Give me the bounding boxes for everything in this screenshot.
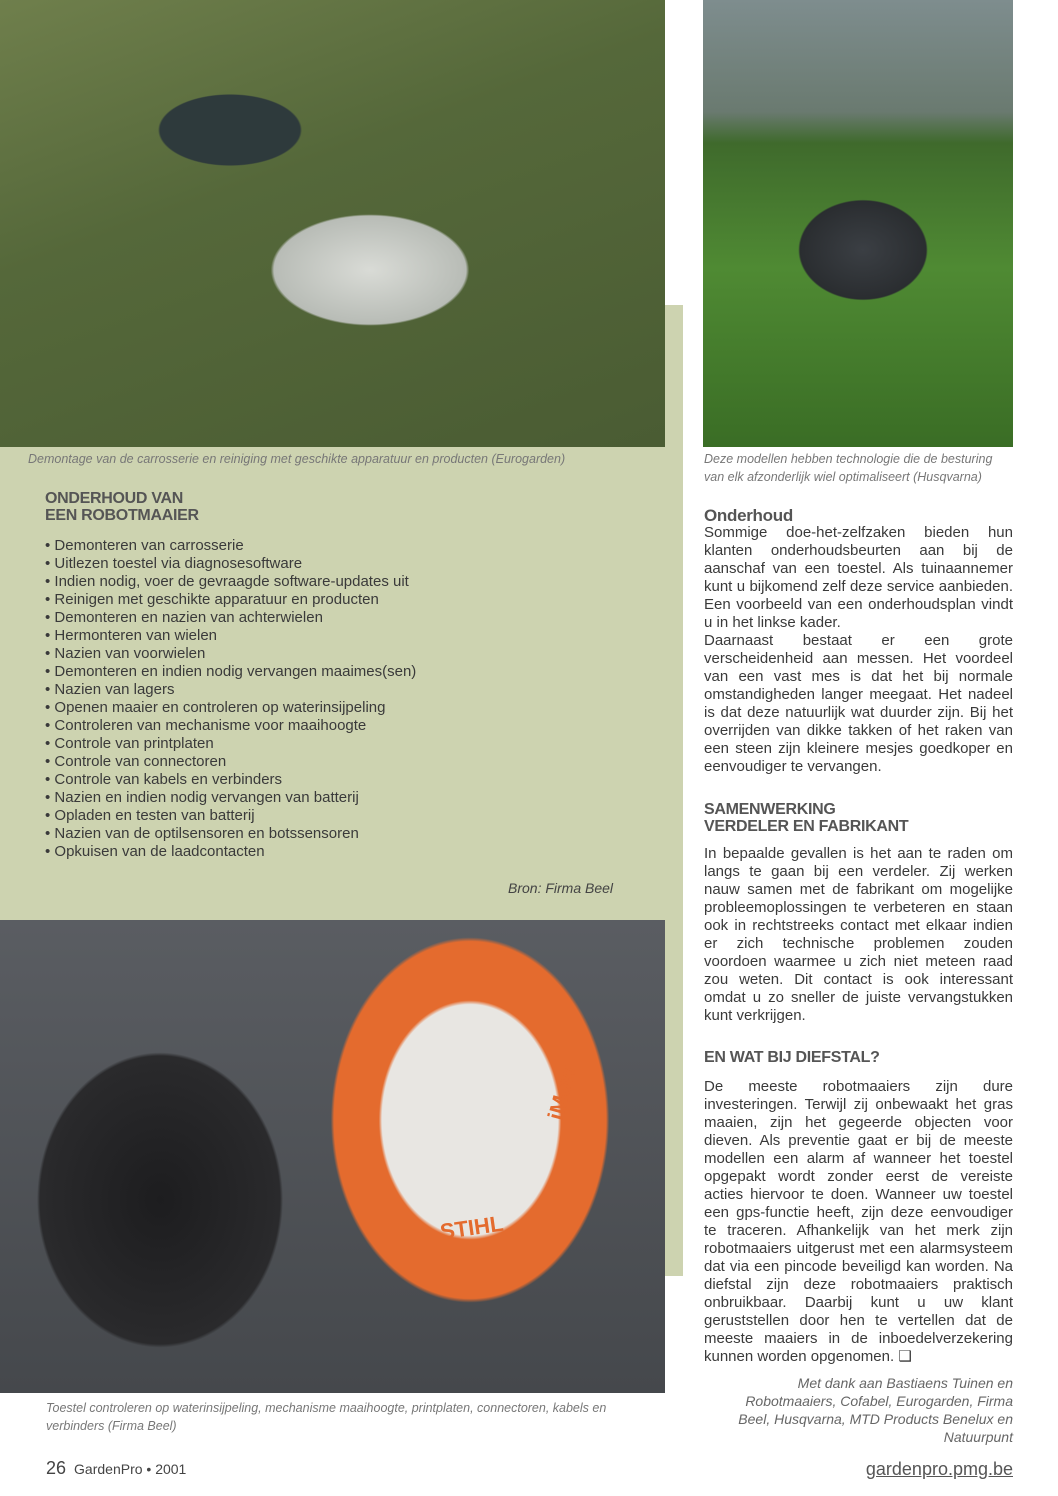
paragraph: Daarnaast bestaat er een grote verscheidenheid aan messen. Het voordeel van een vast mes is dat het bij normale omstandigheden langer meegaat. Het nadeel is dat deze natuurlijk wat duurder zijn. Bij het overrijden van dikke takken of het raken van een steen zijn kleinere mesjes goedkoper en eenvoudiger te vervangen. [704, 632, 1013, 775]
box-source: Bron: Firma Beel [508, 880, 614, 896]
acknowledgements: Met dank aan Bastiaens Tuinen en Robotmaaiers, Cofabel, Eurogarden, Firma Beel, Husqvarna, MTD Products Benelux en Natuurpunt [738, 1375, 1013, 1445]
paragraph-text: De meeste robotmaaiers zijn dure investeringen. Terwijl zij onbewaakt het gras maaien, zijn het gegeerde objecten voor dieven. Als preventie gaat er bij de meeste modellen een alarm af wanneer het toestel opgepakt wordt zonder eerst de vereiste acties hiervoor te doen. Wanneer uw toestel een gps-functie heeft, zijn deze eenvoudiger te traceren. Afhankelijk van het merk zijn robotmaaiers uitgerust met een alarmsysteem dat via een pincode beveiligd kan worden. Na diefstal zijn deze robotmaaiers praktisch onbruikbaar. Daarbij kunt u uw klant geruststellen door hen te vertellen dat de meeste maaiers in de inboedelverzekering kunnen worden opgenomen. [704, 1078, 1013, 1365]
photo-stihl-mower-disassembled [0, 920, 665, 1393]
checklist-item: • Demonteren en nazien van achterwielen [45, 609, 416, 627]
checklist-item: • Reinigen met geschikte apparatuur en producten [45, 591, 416, 609]
checklist-item: • Controle van connectoren [45, 753, 416, 771]
checklist-item: • Indien nodig, voer de gevraagde software-updates uit [45, 573, 416, 591]
title-line: VERDELER EN FABRIKANT [704, 818, 909, 835]
checklist-item: • Opkuisen van de laadcontacten [45, 843, 416, 861]
checklist-item: • Nazien en indien nodig vervangen van batterij [45, 789, 416, 807]
website-link[interactable]: gardenpro.pmg.be [865, 1459, 1013, 1479]
photo-husqvarna-mower [703, 0, 1013, 447]
stihl-logo: STIHL [438, 1210, 505, 1245]
caption-top-left: Demontage van de carrosserie en reiniging met geschikte apparatuur en producten (Eurogarden) [28, 452, 566, 466]
box-title-line1: ONDERHOUD VAN [45, 490, 184, 507]
publication-name: GardenPro • 2001 [74, 1461, 187, 1477]
checklist-item: • Uitlezen toestel via diagnosesoftware [45, 555, 416, 573]
section-title-samenwerking [704, 801, 1013, 835]
article-column [704, 507, 1013, 1366]
section-title-onderhoud: Onderhoud [704, 506, 793, 525]
photo-cleaning-robot-mower [0, 0, 665, 447]
caption-top-right: Deze modellen hebben technologie die de besturing van elk afzonderlijk wiel optimaliseert (Husqvarna) [704, 452, 993, 484]
page-number: 26 [46, 1458, 67, 1478]
caption-bottom-left: Toestel controleren op waterinsijpeling, mechanisme maaihoogte, printplaten, connectoren, kabels en verbinders (Firma Beel) [46, 1401, 607, 1433]
box-title [45, 490, 199, 524]
checklist-item: • Controle van printplaten [45, 735, 416, 753]
paragraph: In bepaalde gevallen is het aan te raden om langs te gaan bij een verdeler. Zij werken nauw samen met de fabrikant om mogelijke probleemoplossingen te verbeteren en staan ook in rechtstreeks contact met elkaar indien er zich technische problemen zouden voordoen waarmee u zich niet meteen raad zou weten. Dit contact is ook interessant omdat u zo sneller de juiste vervangstukken kunt verkrijgen. [704, 845, 1013, 1024]
checklist-item: • Demonteren en indien nodig vervangen maaimes(sen) [45, 663, 416, 681]
imow-logo: iMow [542, 1063, 582, 1123]
checklist-item: • Opladen en testen van batterij [45, 807, 416, 825]
footer-left [46, 1458, 186, 1479]
paragraph: Sommige doe-het-zelfzaken bieden hun klanten onderhoudsbeurten aan bij de aanschaf van een toestel. Als tuinaannemer kunt u bijkomend zelf deze service aanbieden. Een voorbeeld van een onderhoudsplan vindt u in het linkse kader. [704, 524, 1013, 631]
checklist-item: • Controle van kabels en verbinders [45, 771, 416, 789]
maintenance-checklist [45, 537, 416, 861]
checklist-item: • Nazien van de optilsensoren en botssensoren [45, 825, 416, 843]
checklist-item: • Hermonteren van wielen [45, 627, 416, 645]
checklist-item: • Nazien van lagers [45, 681, 416, 699]
box-title-line2: EEN ROBOTMAAIER [45, 507, 199, 524]
title-line: SAMENWERKING [704, 801, 836, 818]
section-title-diefstal: EN WAT BIJ DIEFSTAL? [704, 1049, 880, 1066]
checklist-item: • Nazien van voorwielen [45, 645, 416, 663]
checklist-item: • Demonteren van carrosserie [45, 537, 416, 555]
checklist-item: • Controleren van mechanisme voor maaihoogte [45, 717, 416, 735]
end-mark-icon: ❑ [898, 1348, 912, 1365]
paragraph [704, 1078, 1013, 1366]
checklist-item: • Openen maaier en controleren op waterinsijpeling [45, 699, 416, 717]
